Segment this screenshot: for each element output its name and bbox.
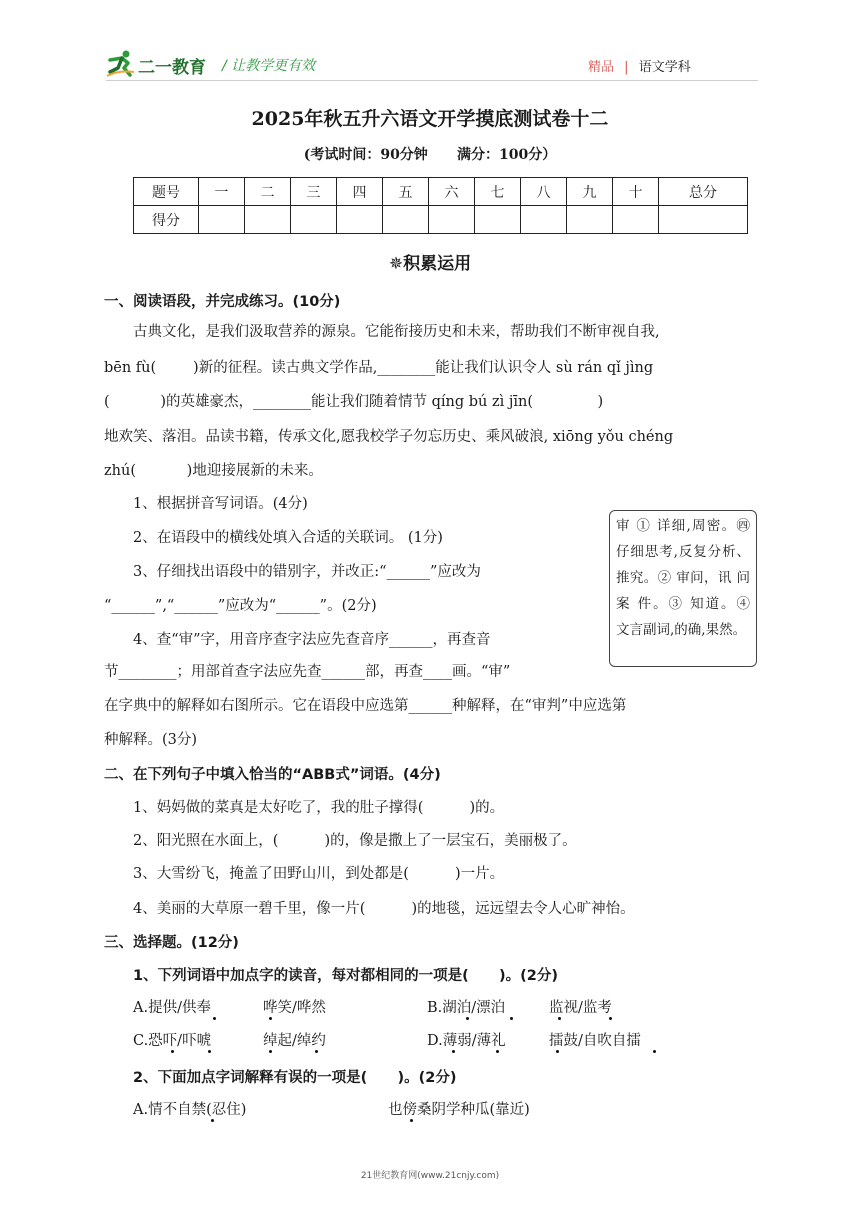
score-cell[interactable] — [475, 206, 521, 234]
score-cell[interactable] — [291, 206, 337, 234]
emphasis-dot — [496, 1050, 499, 1053]
tag-subject: 语文学科 — [638, 60, 691, 75]
q1-item: 3、仔细找出语段中的错别字，并改正:“______”应改为 — [133, 564, 481, 580]
emphasis-dot — [171, 1050, 174, 1053]
emphasis-dot — [466, 1017, 469, 1020]
score-table-header-row — [134, 178, 748, 206]
q1-passage-line: zhú( )地迎接展新的未来。 — [104, 463, 323, 479]
score-header-cell: 四 — [337, 178, 383, 206]
score-cell[interactable] — [659, 206, 748, 234]
q1-item: 节________；用部首查字法应先查______部，再查____画。“审” — [104, 664, 511, 680]
emphasis-dot — [510, 1017, 513, 1020]
logo — [106, 48, 216, 78]
option-a-word1: A.提供/供奉 — [133, 1000, 211, 1016]
emphasis-dot — [269, 1017, 272, 1020]
score-header-cell: 七 — [475, 178, 521, 206]
q1-passage-line: 地欢笑、落泪。品读书籍，传承文化,愿我校学子勿忘历史、乘风破浪, xiōng yǒu chéng — [104, 429, 674, 445]
q1-item: 4、查“审”字，用音序查字法应先查音序______，再查音 — [133, 632, 491, 648]
q3-sub2-option-a-phrase2: 也傍桑阴学种瓜(靠近) — [388, 1102, 530, 1118]
header-slogan: / 让教学更有效 — [222, 58, 316, 74]
runner-logo-icon — [106, 48, 136, 78]
emphasis-dot — [213, 1017, 216, 1020]
score-header-cell: 八 — [521, 178, 567, 206]
score-cell[interactable] — [383, 206, 429, 234]
score-table-score-row — [134, 206, 748, 234]
exam-info: (考试时间：90分钟 满分：100分） — [303, 147, 557, 163]
tag-quality: 精品 — [588, 60, 615, 75]
q1-passage-line: bēn fù( )新的征程。读古典文学作品,________能让我们认识令人 sù rán qǐ jìng — [104, 360, 654, 376]
score-cell[interactable] — [245, 206, 291, 234]
score-header-cell: 十 — [613, 178, 659, 206]
score-cell[interactable] — [521, 206, 567, 234]
score-header-cell: 九 — [567, 178, 613, 206]
score-header-cell: 五 — [383, 178, 429, 206]
option-b-word2: 监视/监考 — [549, 1000, 612, 1016]
score-row-label: 得分 — [134, 206, 199, 234]
q2-item: 1、妈妈做的菜真是太好吃了，我的肚子撑得( )的。 — [133, 800, 505, 816]
q1-title: 一、阅读语段，并完成练习。(10分) — [104, 294, 341, 310]
q3-title: 三、选择题。(12分) — [104, 935, 239, 951]
score-table — [133, 177, 748, 234]
emphasis-dot — [556, 1050, 559, 1053]
option-d-word1: D.薄弱/薄礼 — [427, 1033, 506, 1049]
emphasis-dot — [452, 1050, 455, 1053]
emphasis-dot — [558, 1017, 561, 1020]
emphasis-dot — [315, 1050, 318, 1053]
q1-item: 在字典中的解释如右图所示。它在语段中应选第______种解释，在“审判”中应选第 — [104, 698, 627, 714]
option-c-word1: C.恐吓/吓唬 — [133, 1033, 212, 1049]
q1-item: “______”,“______”应改为“______”。(2分) — [104, 598, 377, 614]
q3-sub1: 1、下列词语中加点字的读音，每对都相同的一项是( )。(2分) — [133, 968, 558, 984]
q1-passage-line: 古典文化，是我们汲取营养的源泉。它能衔接历史和未来，帮助我们不断审视自我, — [133, 324, 660, 340]
dictionary-entry-box: 审 ① 详细,周密。㊃仔细思考,反复分析、推究。② 审问，讯 问 案 件。③ 知道。④ 文言副词,的确,果然。 — [609, 510, 757, 667]
option-c-word2: 绰起/绰约 — [263, 1033, 326, 1049]
score-cell[interactable] — [429, 206, 475, 234]
q3-sub2-option-a: A.情不自禁(忍住) — [133, 1102, 247, 1118]
q3-sub2: 2、下面加点字词解释有误的一项是( )。(2分) — [133, 1070, 457, 1086]
emphasis-dot — [208, 1050, 211, 1053]
emphasis-dot — [609, 1017, 612, 1020]
score-cell[interactable] — [337, 206, 383, 234]
emphasis-dot — [653, 1050, 656, 1053]
header-tags — [588, 56, 691, 75]
score-header-cell: 题号 — [134, 178, 199, 206]
page-footer: 21世纪教育网(www.21cnjy.com) — [360, 1171, 500, 1181]
score-header-cell: 二 — [245, 178, 291, 206]
q1-item: 种解释。(3分) — [104, 732, 198, 748]
option-a-word2: 哗笑/哗然 — [263, 1000, 326, 1016]
q2-item: 4、美丽的大草原一碧千里，像一片( )的地毯，远远望去令人心旷神怡。 — [133, 901, 635, 917]
logo-text: 二一教育 — [138, 58, 206, 78]
q1-item: 1、根据拼音写词语。(4分) — [133, 496, 308, 512]
q1-passage-line: ( )的英雄豪杰，________能让我们随着情节 qíng bú zì jīn( ) — [104, 394, 604, 410]
score-cell[interactable] — [567, 206, 613, 234]
option-b-word1: B.湖泊/漂泊 — [427, 1000, 506, 1016]
q1-item: 2、在语段中的横线处填入合适的关联词。 (1分) — [133, 530, 443, 546]
tag-separator: | — [624, 60, 629, 75]
q2-item: 3、大雪纷飞，掩盖了田野山川，到处都是( )一片。 — [133, 866, 505, 882]
emphasis-dot — [410, 1119, 413, 1122]
score-header-cell: 总分 — [659, 178, 748, 206]
q2-title: 二、在下列句子中填入恰当的“ABB式”词语。(4分) — [104, 767, 441, 783]
score-cell[interactable] — [613, 206, 659, 234]
section-heading: ✵积累运用 — [388, 254, 472, 274]
header-rule — [106, 80, 758, 81]
emphasis-dot — [269, 1050, 272, 1053]
score-cell[interactable] — [199, 206, 245, 234]
option-d-word2: 擂鼓/自吹自擂 — [549, 1033, 641, 1049]
emphasis-dot — [211, 1119, 214, 1122]
score-header-cell: 六 — [429, 178, 475, 206]
score-header-cell: 一 — [199, 178, 245, 206]
score-header-cell: 三 — [291, 178, 337, 206]
page-title: 2025年秋五升六语文开学摸底测试卷十二 — [251, 108, 609, 130]
q2-item: 2、阳光照在水面上，( )的，像是撒上了一层宝石，美丽极了。 — [133, 833, 577, 849]
